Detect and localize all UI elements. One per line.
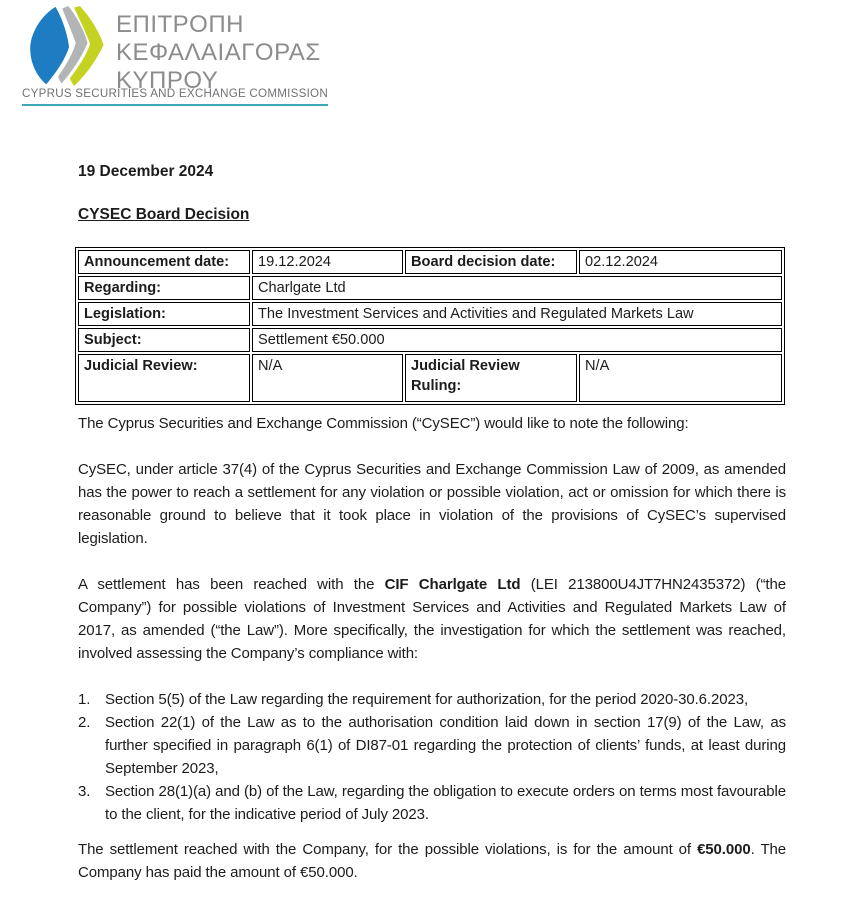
- settlement-reached-paragraph: [78, 573, 786, 665]
- legislation-value: The Investment Services and Activities and Regulated Markets Law: [252, 302, 782, 326]
- board-decision-date-label: Board decision date:: [405, 250, 577, 274]
- cysec-logo-icon: [25, 6, 113, 86]
- table-row: [78, 250, 782, 274]
- announcement-date-label: Announcement date:: [78, 250, 250, 274]
- settlement-amount-paragraph: [78, 838, 786, 884]
- judicial-review-ruling-label: Judicial Review Ruling:: [405, 354, 577, 402]
- list-item: [78, 780, 786, 826]
- table-row: [78, 354, 782, 402]
- subject-label: Subject:: [78, 328, 250, 352]
- settlement-amount-post: . The Company has paid the amount of €50.000.: [78, 841, 786, 881]
- judicial-review-label: Judicial Review:: [78, 354, 250, 402]
- board-decision-date-value: 02.12.2024: [579, 250, 782, 274]
- settlement-amount-bold: €50.000: [697, 841, 751, 858]
- table-row: [78, 328, 782, 352]
- intro-paragraph: The Cyprus Securities and Exchange Commission (“CySEC”) would like to note the following:: [78, 415, 689, 432]
- list-item-text: Section 22(1) of the Law as to the authorisation condition laid down in section 17(9) of the Law, as further specified in paragraph 6(1) of DI87-01 regarding the protection of clients’ funds, at least during September 2023,: [105, 714, 786, 777]
- list-item-text: Section 5(5) of the Law regarding the requirement for authorization, for the period 2020-30.6.2023,: [105, 691, 749, 708]
- settlement-reached-pre: A settlement has been reached with the: [78, 576, 385, 593]
- list-item: [78, 688, 786, 711]
- subject-value: Settlement €50.000: [252, 328, 782, 352]
- decision-info-table: [75, 247, 785, 405]
- regarding-value: Charlgate Ltd: [252, 276, 782, 300]
- list-item-number: 3.: [78, 783, 91, 800]
- logo-english-text: CYPRUS SECURITIES AND EXCHANGE COMMISSION: [22, 87, 328, 106]
- logo-greek-line1: ΕΠΙΤΡΟΠΗ: [116, 11, 245, 38]
- document-body: [78, 412, 786, 884]
- logo-greek-line3: ΚΥΠΡΟΥ: [116, 67, 219, 94]
- announcement-date-value: 19.12.2024: [252, 250, 403, 274]
- violations-list: [78, 688, 786, 826]
- logo-greek-text: [116, 11, 321, 95]
- regarding-label: Regarding:: [78, 276, 250, 300]
- settlement-power-paragraph: CySEC, under article 37(4) of the Cyprus Securities and Exchange Commission Law of 2009, as amended has the power to reach a settlement for any violation or possible violation, act or omission for which there is reasonable ground to believe that it took place in violation of the provisions of CySEC’s supervised legislation.: [78, 461, 786, 547]
- judicial-review-value: N/A: [252, 354, 403, 402]
- company-name-bold: CIF Charlgate Ltd: [384, 576, 521, 593]
- document-date: 19 December 2024: [78, 163, 214, 180]
- list-item-text: Section 28(1)(a) and (b) of the Law, regarding the obligation to execute orders on terms most favourable to the client, for the indicative period of July 2023.: [105, 783, 786, 823]
- page-title: CYSEC Board Decision: [78, 206, 250, 223]
- table-row: [78, 302, 782, 326]
- logo-greek-line2: ΚΕΦΑΛΑΙΑΓΟΡΑΣ: [116, 39, 321, 66]
- legislation-label: Legislation:: [78, 302, 250, 326]
- list-item: [78, 711, 786, 780]
- judicial-review-ruling-value: N/A: [579, 354, 782, 402]
- settlement-amount-pre: The settlement reached with the Company, for the possible violations, is for the amount of: [78, 841, 698, 858]
- list-item-number: 2.: [78, 714, 91, 731]
- list-item-number: 1.: [78, 691, 91, 708]
- table-row: [78, 276, 782, 300]
- settlement-reached-post: (LEI 213800U4JT7HN2435372) (“the Company”) for possible violations of Investment Services and Activities and Regulated Markets Law of 2017, as amended (“the Law”). More specifically, the investigation for which the settlement was reached, involved assessing the Company’s compliance with:: [78, 576, 786, 662]
